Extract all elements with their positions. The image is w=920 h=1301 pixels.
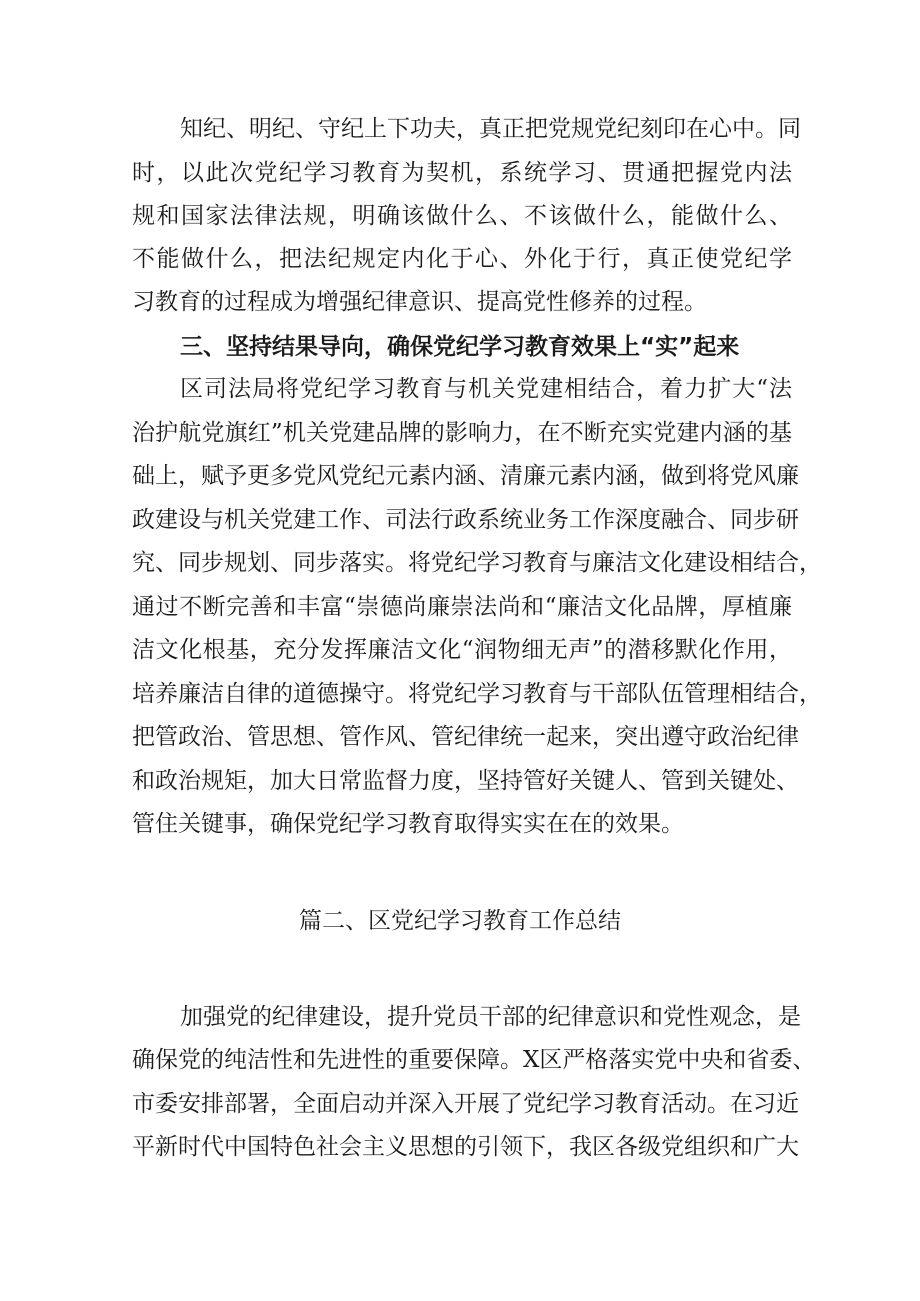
article-title: 篇二、区党纪学习教育工作总结 xyxy=(299,908,621,934)
paragraph-line: 区司法局将党纪学习教育与机关党建相结合，着力扩大“法 xyxy=(180,376,792,402)
paragraph-line: 加强党的纪律建设，提升党员干部的纪律意识和党性观念，是 xyxy=(180,1004,801,1030)
paragraph-line: 础上，赋予更多党风党纪元素内涵、清廉元素内涵，做到将党风廉 xyxy=(132,463,799,489)
paragraph-line: 培养廉洁自律的道德操守。将党纪学习教育与干部队伍管理相结合， xyxy=(132,681,822,707)
paragraph-line: 洁文化根基，充分发挥廉洁文化“润物细无声”的潜移默化作用， xyxy=(132,637,792,663)
section-heading: 三、坚持结果导向，确保党纪学习教育效果上“实”起来 xyxy=(180,334,740,360)
paragraph-line: 习教育的过程成为增强纪律意识、提高党性修养的过程。 xyxy=(132,289,707,315)
paragraph-line: 时，以此次党纪学习教育为契机，系统学习、贯通把握党内法 xyxy=(132,160,792,186)
paragraph-line: 通过不断完善和丰富“崇德尚廉崇法尚和“廉洁文化品牌，厚植廉 xyxy=(132,594,792,620)
paragraph-line: 和政治规矩，加大日常监督力度，坚持管好关键人、管到关键处、 xyxy=(132,768,799,794)
paragraph-line: 规和国家法律法规，明确该做什么、不该做什么，能做什么、 xyxy=(132,203,792,229)
paragraph-line: 平新时代中国特色社会主义思想的引领下，我区各级党组织和广大 xyxy=(132,1134,799,1160)
paragraph-line: 管住关键事，确保党纪学习教育取得实实在在的效果。 xyxy=(132,811,684,837)
paragraph-line: 确保党的纯洁性和先进性的重要保障。X区严格落实党中央和省委、 xyxy=(132,1047,816,1073)
paragraph-line: 不能做什么，把法纪规定内化于心、外化于行，真正使党纪学 xyxy=(132,246,792,272)
paragraph-line: 知纪、明纪、守纪上下功夫，真正把党规党纪刻印在心中。同 xyxy=(180,116,801,142)
paragraph-line: 治护航党旗红”机关党建品牌的影响力，在不断充实党建内涵的基 xyxy=(132,420,792,446)
paragraph-line: 把管政治、管思想、管作风、管纪律统一起来，突出遵守政治纪律 xyxy=(132,724,799,750)
paragraph-line: 市委安排部署，全面启动并深入开展了党纪学习教育活动。在习近 xyxy=(132,1091,799,1117)
paragraph-line: 究、同步规划、同步落实。将党纪学习教育与廉洁文化建设相结合， xyxy=(132,550,822,576)
paragraph-line: 政建设与机关党建工作、司法行政系统业务工作深度融合、同步研 xyxy=(132,507,799,533)
